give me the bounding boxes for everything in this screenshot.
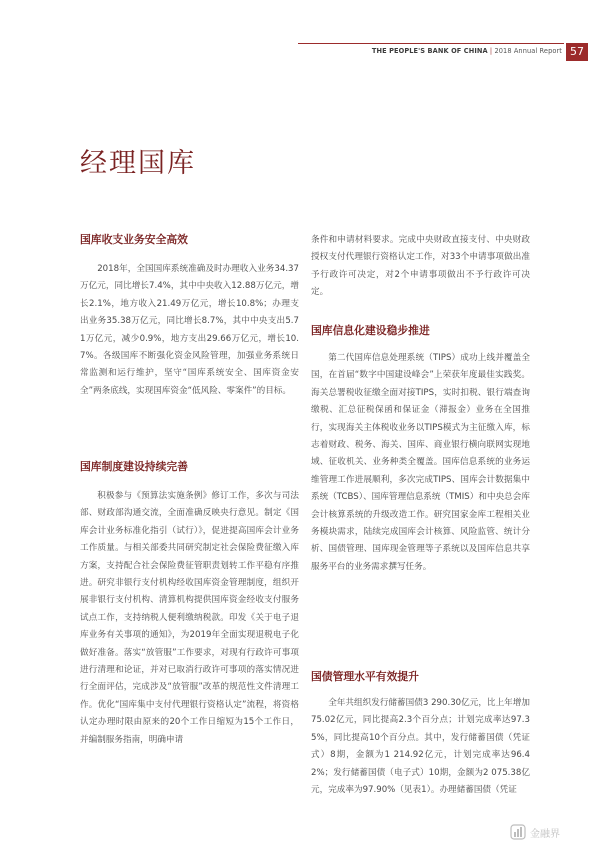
- page-number: 57: [566, 43, 588, 61]
- section-title-treasury-rules: 国库制度建设持续完善: [80, 460, 188, 473]
- watermark-logo-icon: [510, 824, 526, 840]
- header-separator: |: [487, 47, 495, 55]
- section-title-treasury-operations: 国库收支业务安全高效: [80, 233, 188, 246]
- header-rule: [298, 43, 564, 44]
- header-report: 2018 Annual Report: [494, 47, 562, 55]
- section-title-bond-management: 国债管理水平有效提升: [311, 670, 419, 683]
- watermark-text: 金融界: [530, 828, 560, 840]
- paragraph-continued: 条件和申请材料要求。完成中央财政直接支付、中央财政授权支付代理银行资格认定工作，对33个申请事项做出准予行政许可决定，对2个申请事项做出不予行政许可决定。: [311, 235, 530, 298]
- running-header: [330, 47, 562, 55]
- paragraph-bond-management: 全年共组织发行储蓄国债3 290.30亿元，比上年增加75.02亿元，同比提高2.3个百分点；计划完成率达97.35%，同比提高10个百分点。其中，发行储蓄国债（凭证式）8期，金额为1 214.92亿元，计划完成率达96.42%；发行储蓄国债（电子式）10期，金额为2 075.38亿元，完成率为97.90%（见表1）。办理储蓄国债（凭证: [311, 698, 530, 796]
- watermark: [510, 823, 560, 841]
- paragraph-treasury-rules: 积极参与《预算法实施条例》修订工作，多次与司法部、财政部沟通交流，全面准确反映央行意见。制定《国库会计业务标准化指引（试行）》，促进提高国库会计业务工作质量。与相关部委共同研究制定社会保险费征缴入库方案，支持配合社会保险费征管职责划转工作平稳有序推进。研究非银行支付机构经收国库资金管理制度，组织开展非银行支付机构、清算机构提供国库资金经收支付服务试点工作，支持纳税人便利缴纳税款。印发《关于电子退库业务有关事项的通知》，为2019年全面实现退税电子化做好准备。落实“放管服”工作要求，对现有行政许可事项进行清理和论证，并对已取消行政许可事项的落实情况进行全面评估，完成涉及“放管服”改革的规范性文件清理工作。优化“国库集中支付代理银行资格认定”流程，将资格认定办理时限由原来的20个工作日缩短为15个工作日，并编制服务指南，明确申请: [80, 491, 299, 745]
- paragraph-treasury-operations: 2018年，全国国库系统准确及时办理收入业务34.37万亿元，同比增长7.4%，其中中央收入12.88万亿元，增长2.1%，地方收入21.49万亿元，增长10.8%；办理支出业务35.38万亿元，同比增长8.7%，其中中央支出5.71万亿元，减少0.9%，地方支出29.66万亿元，增长10.7%。各级国库不断强化资金风险管理，加强业务系统日常监测和运行维护，坚守“国库系统安全、国库资金安全”两条底线，实现国库资金“低风险、零案件”的目标。: [80, 264, 299, 396]
- header-org: THE PEOPLE'S BANK OF CHINA: [371, 47, 488, 55]
- section-title-treasury-it: 国库信息化建设稳步推进: [311, 324, 430, 337]
- page-title: 经理国库: [80, 148, 196, 179]
- paragraph-treasury-it: 第二代国库信息处理系统（TIPS）成功上线并覆盖全国，在首届“数字中国建设峰会”上荣获年度最佳实践奖。海关总署税收征缴全面对接TIPS，实时扣税、银行端查询缴税、汇总征税保函和保证金（滞报金）业务在全国推行，实现海关主体税收业务以TIPS模式为主征缴入库，标志着财政、税务、海关、国库、商业银行横向联网实现地域、征收机关、业务种类全覆盖。国库信息系统的业务运维管理工作进展顺利，多次完成TIPS、国库会计数据集中系统（TCBS）、国库管理信息系统（TMIS）和中央总会库会计核算系统的升级改造工作。研究国家金库工程相关业务模块需求，陆续完成国库会计核算、风险监管、统计分析、国债管理、国库现金管理等子系统以及国库信息共享服务平台的业务需求撰写任务。: [311, 353, 530, 572]
